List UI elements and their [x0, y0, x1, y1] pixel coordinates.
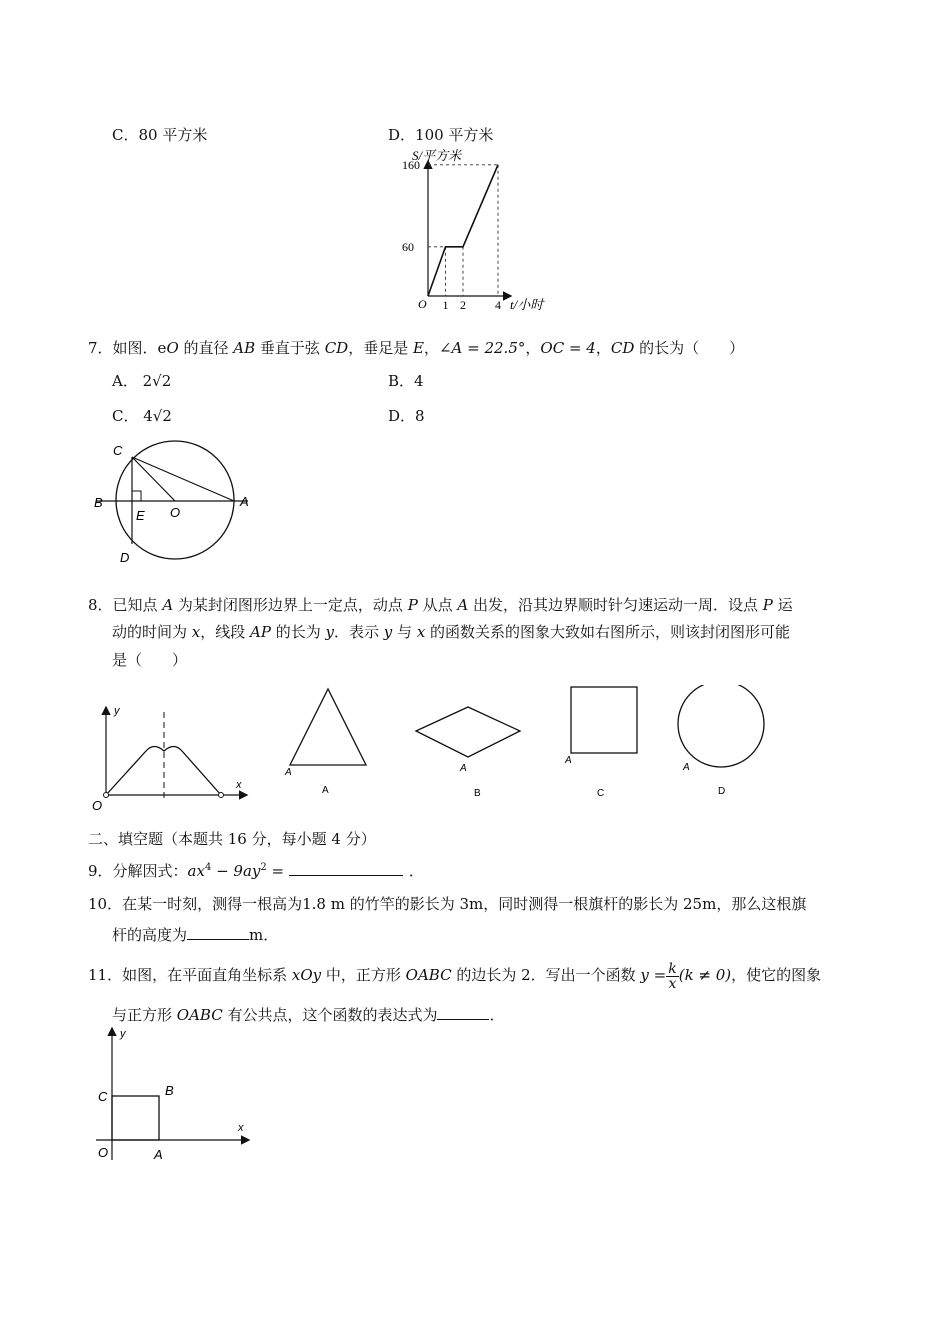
q7-option-c — [112, 405, 172, 426]
q7-var-e: E — [413, 339, 424, 357]
q11-label-b: B — [165, 1083, 174, 1098]
q7-text: 的直径 — [178, 339, 234, 357]
q8-text: 8．已知点 — [88, 596, 163, 614]
q8-var-x: x — [416, 623, 426, 641]
q8-text: 与 — [392, 623, 417, 641]
q8-text: 出发，沿其边界顺时针匀速运动一周．设点 — [468, 596, 763, 614]
q7-var-cd: CD — [610, 339, 635, 357]
q8-caption-b: B — [474, 788, 481, 799]
q6-x-tick-label: 2 — [460, 298, 466, 312]
q7-option-a-value: 2√2 — [142, 372, 172, 390]
q9-expr: = — [266, 862, 289, 880]
q6-x-tick-label: 4 — [495, 298, 501, 312]
q6-origin-label: O — [418, 297, 427, 311]
q8-text: 从点 — [417, 596, 458, 614]
q8-y-label: y — [114, 705, 120, 717]
q11-label-c: C — [98, 1089, 108, 1104]
q7-option-a — [112, 370, 171, 391]
q7-label-d: D — [120, 550, 130, 565]
q8-var-a: A — [162, 596, 174, 614]
q8-origin-label: O — [92, 798, 103, 812]
q7-text: 垂直于弦 — [255, 339, 325, 357]
q11-text: 的边长为 2．写出一个函数 — [451, 966, 641, 984]
q9-exponent: 4 — [204, 862, 212, 873]
q6-y-tick-label: 160 — [402, 157, 420, 172]
q10-text: m． — [249, 926, 279, 944]
q8-caption-c: C — [597, 788, 605, 799]
q6-option-c: C．80 平方米 — [112, 126, 208, 144]
q6-y-label: S/平方米 — [412, 148, 462, 163]
q9-prefix: 9．分解因式： — [88, 862, 188, 880]
q11-square-oabc — [112, 1096, 159, 1140]
q8-var-p: P — [407, 596, 418, 614]
q7-label-c: C — [113, 443, 123, 458]
q11-fraction — [666, 962, 678, 991]
q6-data-line — [428, 165, 498, 296]
q11-text: 中，正方形 — [321, 966, 406, 984]
q8-var-p: P — [762, 596, 773, 614]
q10-height-value: 1.8 — [302, 895, 326, 913]
q6-y-tick-label: 60 — [402, 239, 414, 254]
q8-rhombus-shape — [416, 707, 520, 757]
q8-stem-line1 — [88, 594, 793, 615]
q9 — [88, 860, 424, 881]
q9-expr: − 9ay — [211, 862, 261, 880]
q10-line1 — [88, 893, 806, 914]
q7-option-a-letter: A． — [112, 372, 138, 390]
q10-answer-blank[interactable] — [187, 925, 249, 940]
q10-text: 10．在某一时刻，测得一根高为 — [88, 895, 303, 913]
q8-text: 的长为 — [270, 623, 326, 641]
q8-x-label: x — [236, 779, 242, 791]
q8-text: 的函数关系的图象大致如右图所示，则该封闭图形可能 — [425, 623, 791, 641]
q11-text: ． — [489, 1006, 505, 1024]
q8-var-x: x — [191, 623, 201, 641]
q11-label-a: A — [154, 1147, 163, 1162]
q9-suffix: ． — [408, 862, 424, 880]
q7-option-c-letter: C． — [112, 407, 139, 425]
q8-vertex-a: A — [460, 763, 467, 774]
q11-label-o: O — [98, 1145, 109, 1160]
q11-square-name: OABC — [405, 966, 452, 984]
q7-circle-symbol: e — [157, 339, 167, 357]
q7-text: ， — [595, 339, 611, 357]
q11-square-figure — [88, 1025, 258, 1165]
q8-var-ap: AP — [250, 623, 271, 641]
q7-text: ， — [525, 339, 541, 357]
q7-label-a: A — [240, 494, 249, 509]
q8-triangle-shape — [290, 689, 366, 765]
q8-var-a: A — [457, 596, 469, 614]
q7-option-b: B．4 — [388, 372, 424, 390]
q7-angle: ∠A = 22.5° — [438, 339, 526, 357]
q7-number: 7．如图． — [88, 339, 158, 357]
q7-segment-co — [132, 457, 175, 501]
q11-text: 与正方形 — [112, 1006, 177, 1024]
q8-caption-d: D — [718, 786, 726, 797]
q8-vertex-a: A — [683, 762, 690, 773]
q8-stem-line3: 是（ ） — [112, 651, 188, 669]
q11-text: 11．如图，在平面直角坐标系 — [88, 966, 292, 984]
q10-line2 — [112, 924, 278, 945]
q7-text: ， — [423, 339, 439, 357]
q11-frac-denominator: x — [668, 975, 677, 992]
q8-shape-options — [280, 685, 780, 805]
q7-text: ，垂足是 — [348, 339, 413, 357]
q8-var-y: y — [325, 623, 334, 641]
q11-function-lhs: y = — [640, 966, 667, 984]
q8-end-point — [219, 793, 224, 798]
q7-circle-figure — [88, 440, 263, 570]
q9-expr: ax — [187, 862, 205, 880]
q7-text: 的长为（ ） — [634, 339, 745, 357]
q7-option-c-value: 4√2 — [143, 407, 172, 425]
q8-circle-shape — [678, 685, 764, 767]
q7-label-b: B — [94, 495, 103, 510]
q6-option-d: D．100 平方米 — [388, 126, 494, 144]
q7-label-e: E — [136, 508, 145, 523]
q8-text: ，线段 — [200, 623, 251, 641]
q10-text: m 的竹竿的影长为 3m，同时测得一根旗杆的影长为 25m，那么这根旗 — [325, 895, 807, 913]
q11-y-label: y — [120, 1028, 126, 1040]
q7-oc: OC = 4 — [540, 339, 596, 357]
q8-text: 为某封闭图形边界上一定点，动点 — [173, 596, 408, 614]
q8-var-y: y — [383, 623, 393, 641]
q8-start-point — [104, 793, 109, 798]
q11-text: ，使它的图象 — [731, 966, 822, 984]
q8-square-shape — [571, 687, 637, 753]
q8-stem-line2 — [112, 621, 790, 642]
q8-text: 运 — [772, 596, 793, 614]
q11-line2 — [112, 1004, 505, 1025]
q11-answer-blank[interactable] — [437, 1005, 489, 1020]
q6-x-label: t/小时 — [510, 297, 544, 312]
q7-right-angle-mark — [132, 491, 141, 501]
section-2-heading: 二、填空题（本题共 16 分，每小题 4 分） — [88, 830, 376, 848]
q10-text: 杆的高度为 — [112, 926, 188, 944]
q11-square-name: OABC — [176, 1006, 223, 1024]
q7-segment-ca — [132, 457, 234, 501]
q7-label-o: O — [170, 505, 181, 520]
q8-caption-a: A — [322, 785, 329, 796]
q11-line1 — [88, 960, 821, 990]
q8-function-graph — [88, 700, 253, 812]
q11-x-label: x — [238, 1122, 244, 1134]
q8-text: 动的时间为 — [112, 623, 192, 641]
q7-stem — [88, 337, 744, 358]
q11-condition: (k ≠ 0) — [678, 966, 732, 984]
q11-coord-system: xOy — [291, 966, 322, 984]
q8-vertex-a: A — [565, 755, 572, 766]
q11-frac-numerator: k — [668, 960, 677, 977]
q8-vertex-a: A — [285, 767, 292, 778]
q7-option-d: D．8 — [388, 407, 425, 425]
q7-var-o: O — [166, 339, 179, 357]
q6-area-time-graph — [398, 148, 558, 313]
q7-var-cd: CD — [324, 339, 349, 357]
q9-answer-blank[interactable] — [289, 861, 403, 876]
q9-exponent: 2 — [260, 862, 267, 873]
q8-text: ．表示 — [334, 623, 384, 641]
q7-var-ab: AB — [233, 339, 256, 357]
q11-text: 有公共点，这个函数的表达式为 — [222, 1006, 438, 1024]
q6-x-tick-label: 1 — [442, 298, 449, 312]
